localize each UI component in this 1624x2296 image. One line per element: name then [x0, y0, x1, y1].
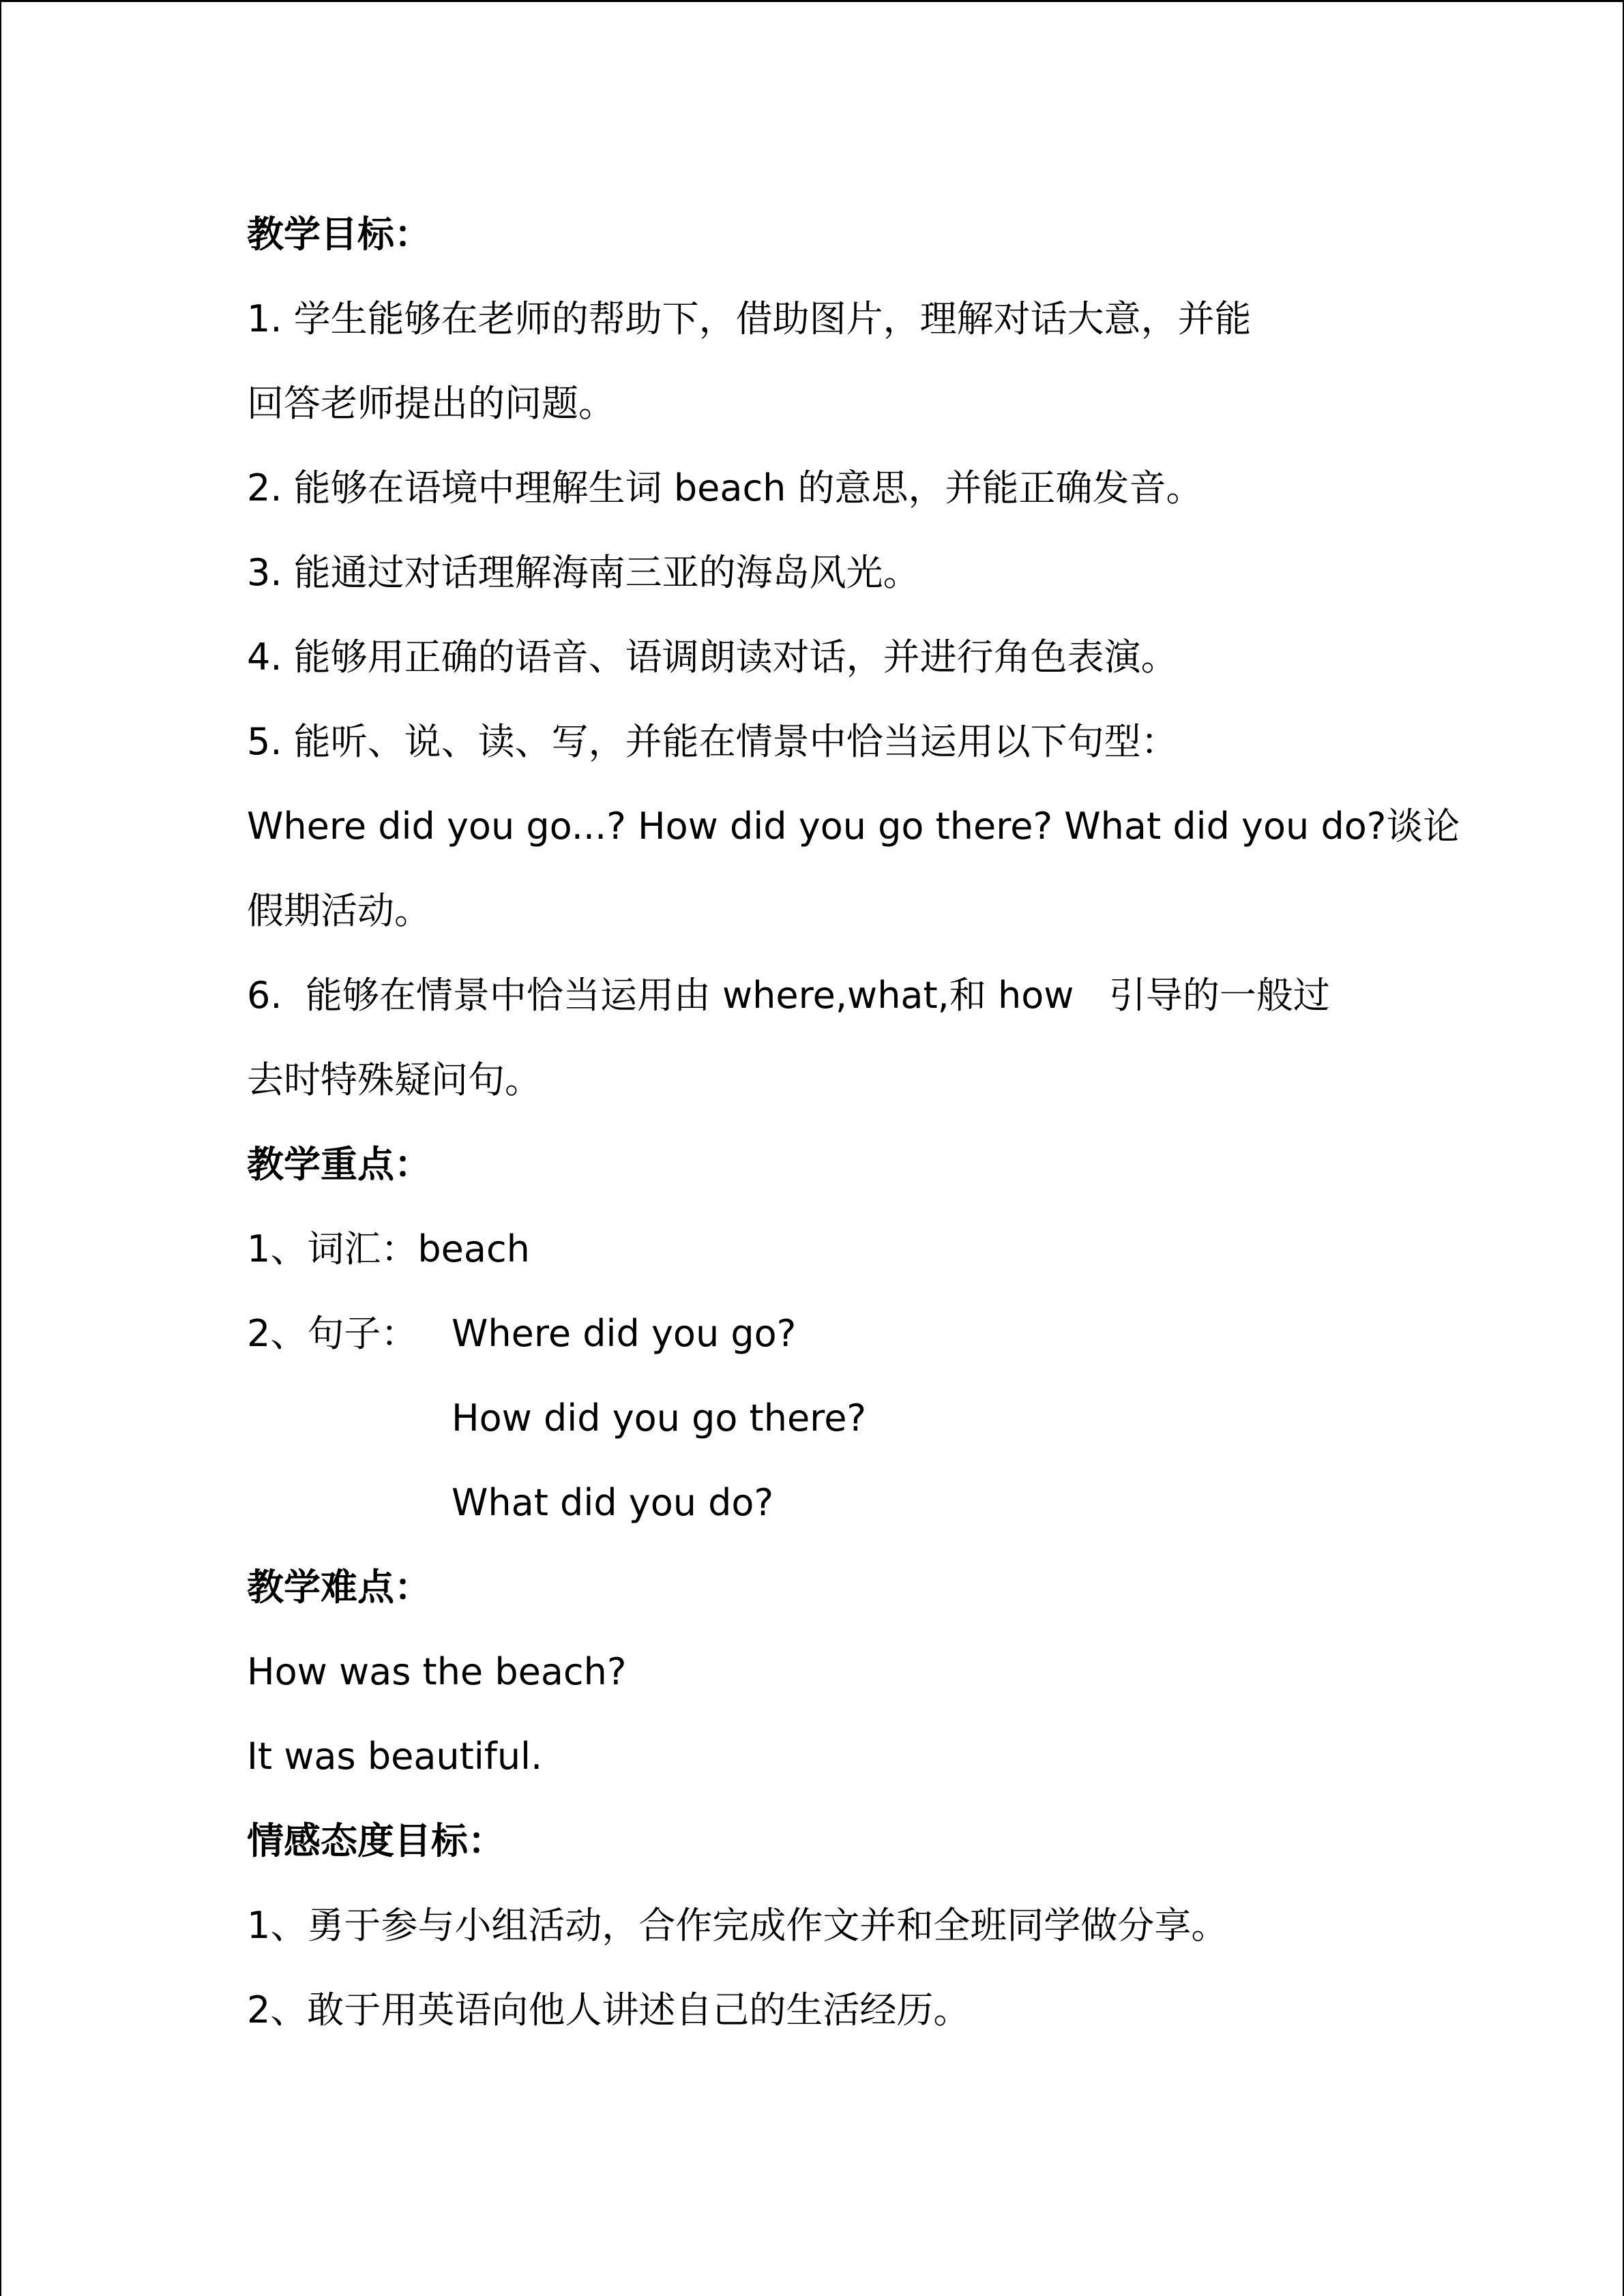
- objective-line-2: 回答老师提出的问题。: [247, 382, 615, 425]
- key-points-sentences-row: [247, 1292, 1406, 1376]
- key-points-sentence-2: How did you go there?: [452, 1397, 867, 1440]
- objective-line-7: Where did you go...? How did you go there? What did you do?谈论: [247, 805, 1460, 848]
- difficulties-line-2: It was beautiful.: [247, 1735, 543, 1778]
- objective-line-6: 5. 能听、说、读、写，并能在情景中恰当运用以下句型：: [247, 720, 1178, 763]
- objective-line-9: 6. 能够在情景中恰当运用由 where,what,和 how 引导的一般过: [247, 974, 1330, 1017]
- key-points-sentence-3: What did you do?: [452, 1481, 774, 1524]
- objective-line-8: 假期活动。: [247, 889, 431, 932]
- key-points-heading: 教学重点：: [247, 1143, 431, 1186]
- objective-line-5: 4. 能够用正确的语音、语调朗读对话，并进行角色表演。: [247, 636, 1178, 679]
- key-points-vocab: 1、词汇：beach: [247, 1227, 530, 1270]
- document-body: [247, 192, 1460, 2053]
- objective-line-1: 1. 学生能够在老师的帮助下，借助图片，理解对话大意，并能: [247, 297, 1252, 340]
- key-points-sentence-1: Where did you go?: [452, 1312, 797, 1355]
- objective-line-10: 去时特殊疑问句。: [247, 1058, 542, 1101]
- objective-line-4: 3. 能通过对话理解海南三亚的海岛风光。: [247, 551, 920, 594]
- objective-line-3: 2. 能够在语境中理解生词 beach 的意思，并能正确发音。: [247, 466, 1203, 509]
- attitude-line-2: 2、敢于用英语向他人讲述自己的生活经历。: [247, 1988, 971, 2031]
- key-points-sentences-label: 2、句子：: [247, 1312, 418, 1355]
- attitude-heading: 情感态度目标：: [247, 1819, 505, 1862]
- difficulties-heading: 教学难点：: [247, 1566, 431, 1609]
- attitude-line-1: 1、勇于参与小组活动，合作完成作文并和全班同学做分享。: [247, 1904, 1228, 1947]
- objectives-heading: 教学目标：: [247, 213, 431, 256]
- difficulties-line-1: How was the beach?: [247, 1650, 627, 1693]
